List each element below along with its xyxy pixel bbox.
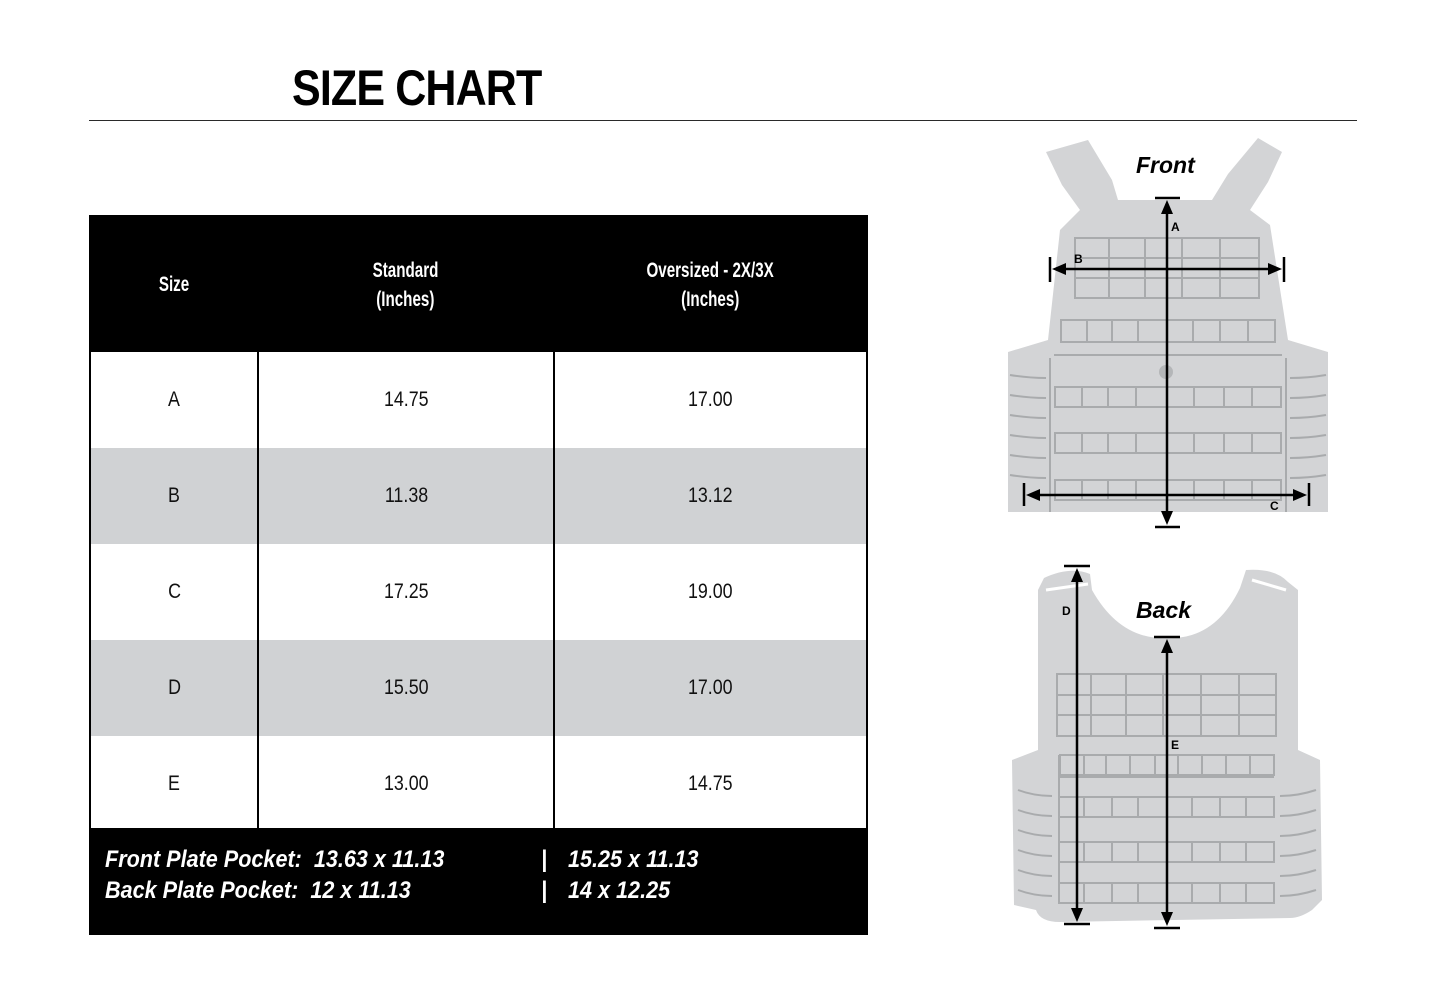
page-title: SIZE CHART [292, 60, 542, 116]
cell-standard: 17.25 [383, 580, 429, 603]
cell-oversized: 17.00 [687, 388, 733, 411]
cell-standard: 15.50 [383, 676, 429, 699]
front-label: Front [1136, 152, 1195, 178]
back-label: Back [1136, 597, 1191, 623]
measure-label-c: C [1270, 499, 1279, 513]
cell-standard: 13.00 [383, 772, 429, 795]
table-header [91, 217, 866, 352]
plate-pocket-footer [91, 828, 866, 933]
header-standard: Standard (Inches) [373, 258, 439, 311]
cell-size: E [168, 772, 181, 795]
title-divider [89, 120, 1357, 121]
table-row [91, 640, 866, 736]
header-oversized: Oversized - 2X/3X (Inches) [646, 258, 774, 311]
back-plate-oversized: 14 x 12.25 [568, 877, 671, 904]
table-row [91, 736, 866, 832]
measure-label-b: B [1074, 252, 1083, 266]
front-plate-oversized: 15.25 x 11.13 [568, 846, 699, 873]
cell-size: D [168, 676, 181, 699]
cell-size: A [168, 388, 181, 411]
cell-size: B [168, 484, 181, 507]
front-vest-illustration [1000, 130, 1340, 530]
cell-oversized: 13.12 [687, 484, 733, 507]
column-divider [553, 217, 555, 830]
front-vest-diagram [1000, 130, 1340, 530]
cell-standard: 11.38 [384, 484, 428, 507]
cell-oversized: 17.00 [687, 676, 733, 699]
table-row [91, 544, 866, 640]
separator: | [541, 877, 548, 904]
size-table [89, 215, 868, 935]
table-row [91, 448, 866, 544]
table-row [91, 352, 866, 448]
measure-label-e: E [1171, 738, 1180, 752]
cell-standard: 14.75 [383, 388, 429, 411]
front-plate-pocket: Front Plate Pocket: 13.63 x 11.13 [105, 846, 445, 873]
back-plate-pocket: Back Plate Pocket: 12 x 11.13 [105, 877, 411, 904]
header-size: Size [159, 273, 190, 296]
column-divider [257, 217, 259, 830]
measure-label-d: D [1062, 604, 1071, 618]
cell-oversized: 19.00 [687, 580, 733, 603]
cell-size: C [168, 580, 181, 603]
separator: | [541, 846, 548, 873]
measure-label-a: A [1171, 220, 1180, 234]
back-vest-diagram [1000, 560, 1340, 940]
cell-oversized: 14.75 [687, 772, 733, 795]
